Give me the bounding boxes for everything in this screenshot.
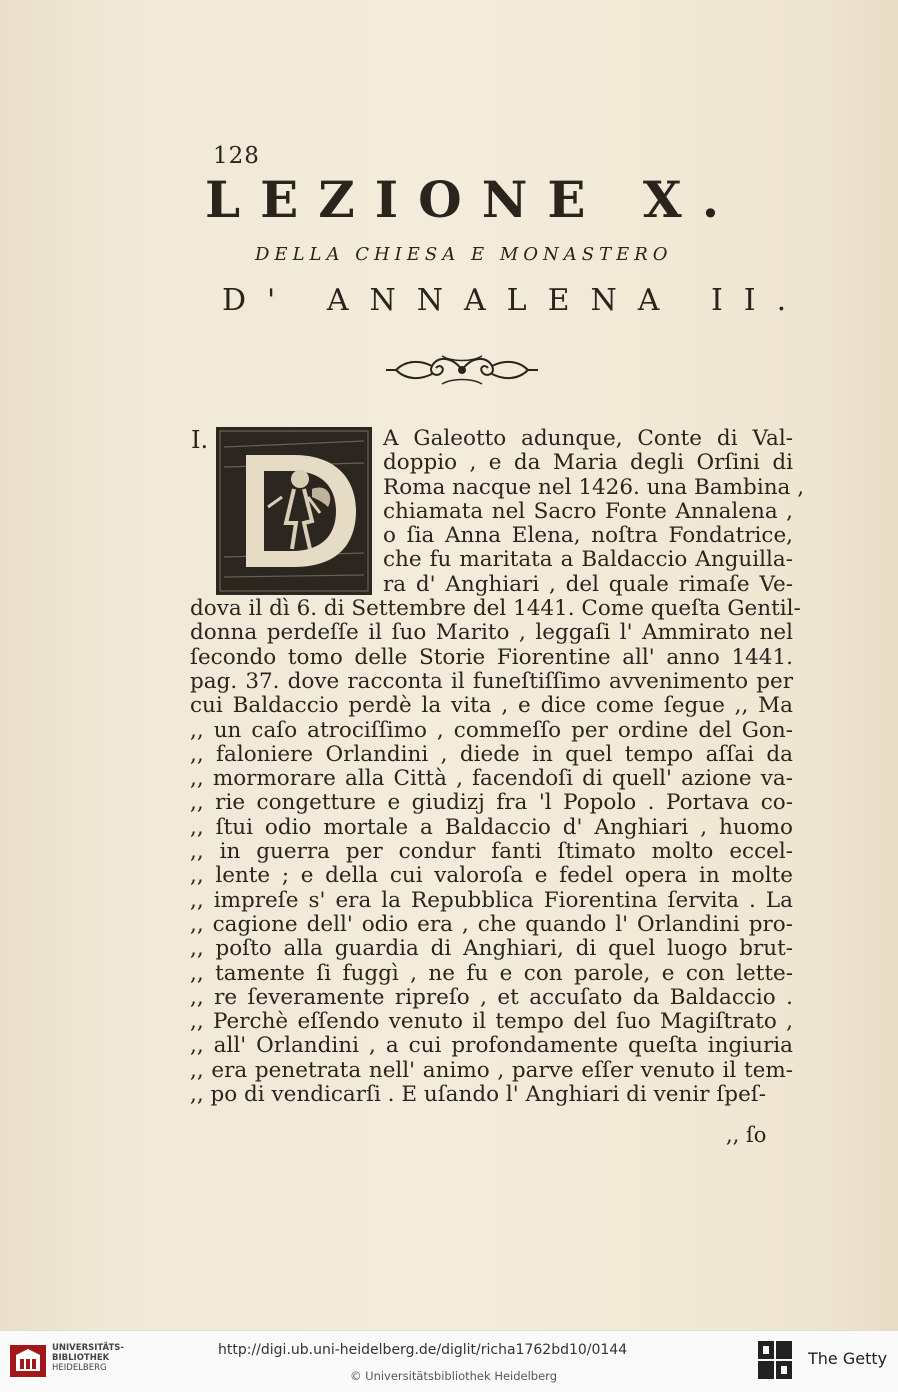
viewer-footer bbox=[0, 1330, 898, 1392]
text-line: ra d' Anghiari , del quale rimaſe Ve- bbox=[383, 571, 793, 597]
ornament-flourish bbox=[382, 350, 542, 390]
copyright-notice: © Universitätsbibliothek Heidelberg bbox=[350, 1369, 558, 1383]
text-line: cui Baldaccio perdè la vita , e dice come ſegue ,, Ma bbox=[190, 693, 793, 719]
text-line: A Galeotto adunque, Conte di Val- bbox=[383, 426, 793, 451]
text-line: ,, all' Orlandini , a cui profondamente queſta ingiuria bbox=[190, 1033, 793, 1059]
text-line: ,, ſtui odio mortale a Baldaccio d' Anghiari , huomo bbox=[190, 814, 793, 840]
text-line: ,, rie congetture e giudizj fra 'l Popolo . Portava co- bbox=[190, 790, 793, 816]
text-line: ,, un caſo atrociſſimo , commeſſo per ordine del Gon- bbox=[190, 717, 793, 743]
text-line: dova il dì 6. di Settembre del 1441. Come queſta Gentil- bbox=[190, 596, 801, 622]
body-text bbox=[190, 426, 805, 1108]
text-line: ,, tamente ſi fuggì , ne fu e con parole, e con lette- bbox=[190, 960, 793, 986]
text-line: ,, impreſe s' era la Repubblica Fiorentina ſervita . La bbox=[190, 887, 793, 913]
text-line: Roma nacque nel 1426. una Bambina , bbox=[383, 474, 805, 500]
text-line: ,, re ſeveramente ripreſo , et accuſato da Baldaccio . bbox=[190, 984, 793, 1010]
getty-logo-icon[interactable] bbox=[756, 1339, 796, 1383]
text-line: ,, Perchè eſſendo venuto il tempo del ſuo Magiſtrato , bbox=[190, 1009, 793, 1035]
library-name-line: BIBLIOTHEK bbox=[52, 1353, 110, 1363]
text-line: pag. 37. dove racconta il funeſtiſſimo avvenimento per bbox=[190, 668, 793, 694]
text-line: chiamata nel Sacro Fonte Annalena , bbox=[383, 498, 793, 524]
library-name-line: UNIVERSITÄTS- bbox=[52, 1343, 124, 1353]
university-library-logo-icon[interactable] bbox=[8, 1341, 48, 1381]
chapter-name-title: D' ANNALENA II. bbox=[222, 283, 808, 318]
university-library-name[interactable] bbox=[52, 1343, 132, 1373]
text-line: ,, in guerra per condur fanti ſtimato molto eccel- bbox=[190, 839, 793, 865]
catchword: ,, ſo bbox=[726, 1123, 767, 1147]
library-name-line: HEIDELBERG bbox=[52, 1363, 107, 1373]
text-line: ,, cagione dell' odio era , che quando l' Orlandini pro- bbox=[190, 911, 793, 937]
text-line: ,, po di vendicarſi . E uſando l' Anghiari di venir ſpeſ- bbox=[190, 1082, 767, 1108]
text-line: ,, mormorare alla Città , facendoſi di quell' azione va- bbox=[190, 766, 793, 792]
text-line: ,, poſto alla guardia di Anghiari, di quel luogo brut- bbox=[190, 936, 793, 962]
text-line: che fu maritata a Baldaccio Anguilla- bbox=[383, 547, 793, 573]
text-line: ,, era penetrata nell' animo , parve eſſer venuto il tem- bbox=[190, 1057, 793, 1083]
page-number: 128 bbox=[213, 143, 260, 169]
getty-name[interactable]: The Getty bbox=[808, 1349, 888, 1368]
section-number: I. bbox=[191, 426, 209, 454]
text-line: donna perdeſſe il ſuo Marito , leggaſi l' Ammirato nel bbox=[190, 620, 793, 646]
chapter-subtitle: DELLA CHIESA E MONASTERO bbox=[255, 244, 673, 265]
text-line: ,, faloniere Orlandini , diede in quel tempo aſſai da bbox=[190, 741, 793, 767]
text-line: doppio , e da Maria degli Orſini di bbox=[383, 450, 793, 476]
permalink-url[interactable]: http://digi.ub.uni-heidelberg.de/diglit/richa1762bd10/0144 bbox=[218, 1342, 628, 1358]
chapter-title: LEZIONE X. bbox=[205, 170, 740, 229]
text-line: ,, lente ; e della cui valoroſa e fedel opera in molte bbox=[190, 863, 793, 889]
text-line: o ſia Anna Elena, noſtra Fondatrice, bbox=[383, 523, 793, 549]
text-line: ſecondo tomo delle Storie Fiorentine all' anno 1441. bbox=[190, 644, 793, 670]
